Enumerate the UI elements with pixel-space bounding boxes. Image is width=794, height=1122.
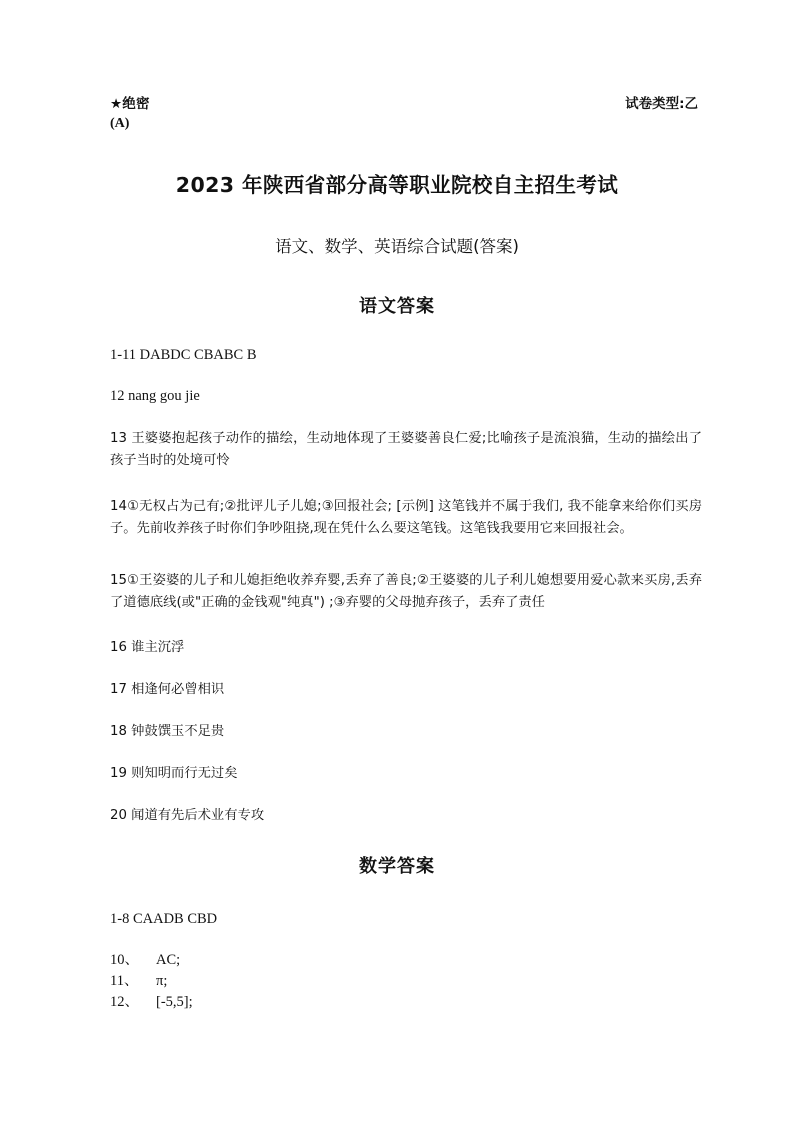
- math-answers-heading: 数学答案: [359, 856, 435, 877]
- chinese-answers-heading: 语文答案: [359, 296, 435, 317]
- page-subtitle: 语文、数学、英语综合试题(答案): [275, 237, 519, 256]
- chinese-answer-17: 17 相逢何必曾相识: [110, 682, 225, 697]
- chinese-answer-16: 16 谁主沉浮: [110, 640, 185, 655]
- chinese-answer-19: 19 则知明而行无过矣: [110, 766, 238, 781]
- math-fill-in-number: 11、: [110, 973, 139, 989]
- chinese-answer-12: 12 nang gou jie: [110, 388, 200, 404]
- math-answer-1-8: 1-8 CAADB CBD: [110, 911, 218, 927]
- math-fill-in-item: [110, 992, 510, 1013]
- math-fill-in-value: [-5,5];: [156, 994, 193, 1010]
- paper-subcode: (A): [110, 116, 130, 131]
- chinese-answer-15: 15①王姿婆的儿子和儿媳拒绝收养弃婴,丢弃了善良;②王婆婆的儿子利儿媳想要用爱心款来买房,丢弃了道德底线(或"正确的金钱观"纯真") ;③弃婴的父母抛弃孩子，丢弃了责任: [110, 573, 702, 610]
- math-fill-in-value: AC;: [156, 952, 181, 968]
- chinese-answer-13: 13 王婆婆抱起孩子动作的描绘，生动地体现了王婆婆善良仁爱;比喻孩子是流浪猫，生动的描绘出了孩子当时的处境可怜: [110, 431, 702, 468]
- page-header: [110, 92, 698, 112]
- chinese-answer-1-11: 1-11 DABDC CBABC B: [110, 347, 257, 363]
- chinese-answer-18: 18 钟鼓馔玉不足贵: [110, 724, 225, 739]
- math-fill-in-item: [110, 950, 510, 971]
- paper-type-label: 试卷类型:乙: [625, 96, 698, 112]
- math-fill-in-number: 10、: [110, 952, 139, 968]
- math-fill-in-value: π;: [156, 973, 168, 989]
- math-fill-in-list: [110, 950, 510, 1013]
- secret-mark: ★绝密: [110, 96, 150, 112]
- math-fill-in-item: [110, 971, 510, 992]
- chinese-answer-20: 20 闻道有先后术业有专攻: [110, 808, 265, 823]
- chinese-answer-14: 14①无权占为己有;②批评儿子儿媳;③回报社会; [示例] 这笔钱并不属于我们, 我不能拿来给你们买房子。先前收养孩子时你们争吵阻挠,现在凭什么么要这笔钱。这笔钱我要用它来回报社会。: [110, 499, 702, 536]
- math-fill-in-number: 12、: [110, 994, 139, 1010]
- page-title: 2023 年陕西省部分高等职业院校自主招生考试: [175, 173, 619, 197]
